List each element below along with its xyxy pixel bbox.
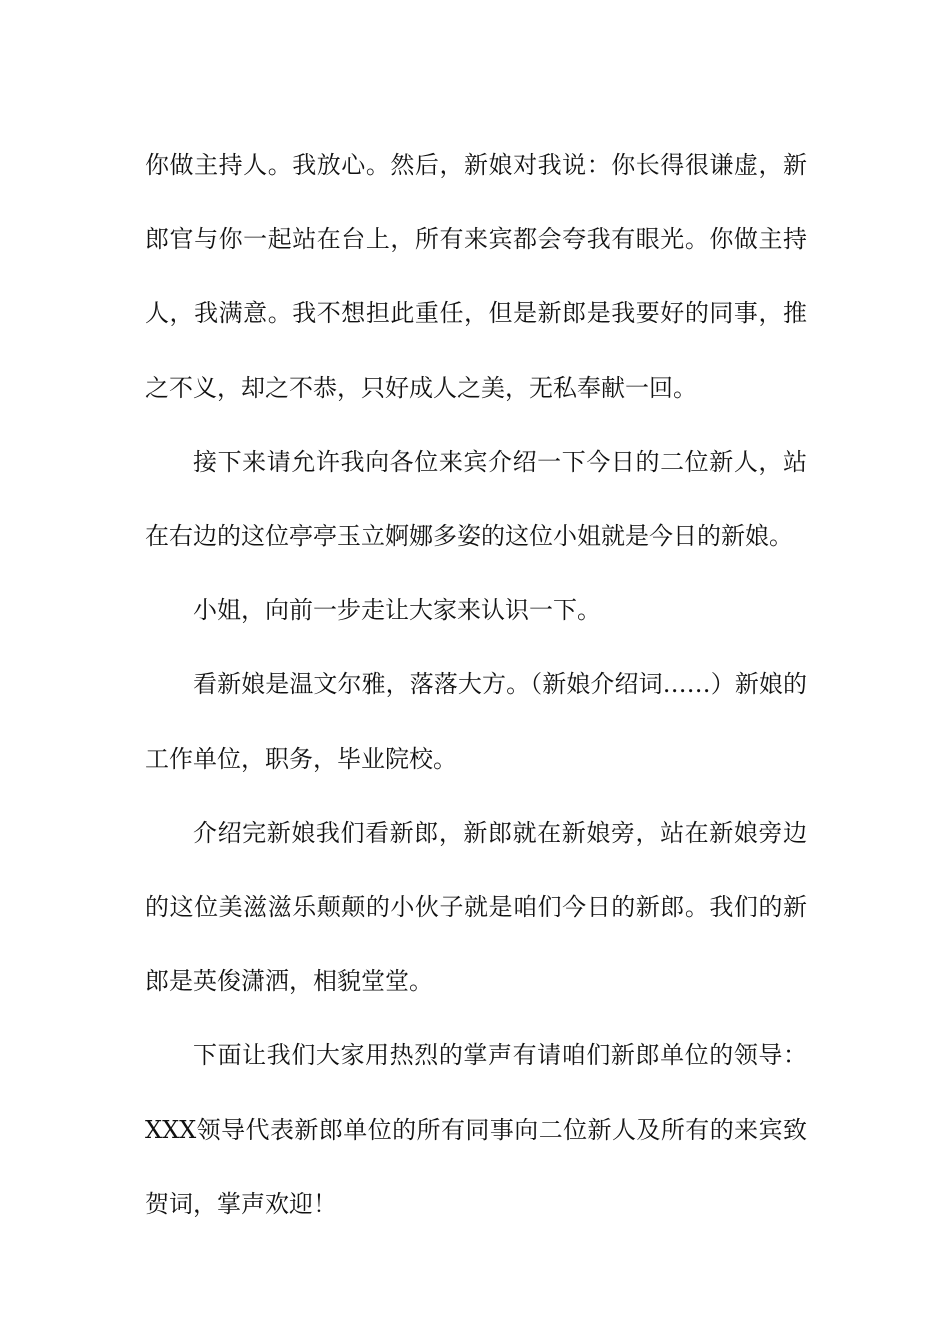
paragraph-step-forward: 小姐，向前一步走让大家来认识一下。: [193, 596, 601, 625]
paragraph-groom-intro: 介绍完新娘我们看新郎，新郎就在新娘旁，站在新娘旁边的这位美滋滋乐颠颠的小伙子就是咱们今日的新郎。我们的新郎是英俊潇洒，相貌堂堂。: [145, 818, 807, 996]
paragraph-leader-speech: 下面让我们大家用热烈的掌声有请咱们新郎单位的领导：XXX领导代表新郎单位的所有同事向二位新人及所有的来宾致贺词，掌声欢迎！: [145, 1041, 807, 1218]
paragraph-bride-intro: 看新娘是温文尔雅，落落大方。（新娘介绍词……）新娘的工作单位，职务，毕业院校。: [145, 670, 807, 773]
paragraph-introduce-couple: 接下来请允许我向各位来宾介绍一下今日的二位新人，站在右边的这位亭亭玉立婀娜多姿的这位小姐就是今日的新娘。: [145, 447, 807, 551]
document-body: [145, 128, 807, 1241]
paragraph-continued: 你做主持人。我放心。然后，新娘对我说：你长得很谦虚，新郎官与你一起站在台上，所有来宾都会夸我有眼光。你做主持人，我满意。我不想担此重任，但是新郎是我要好的同事，推之不义，却之不恭，只好成人之美，无私奉献一回。: [145, 151, 807, 402]
